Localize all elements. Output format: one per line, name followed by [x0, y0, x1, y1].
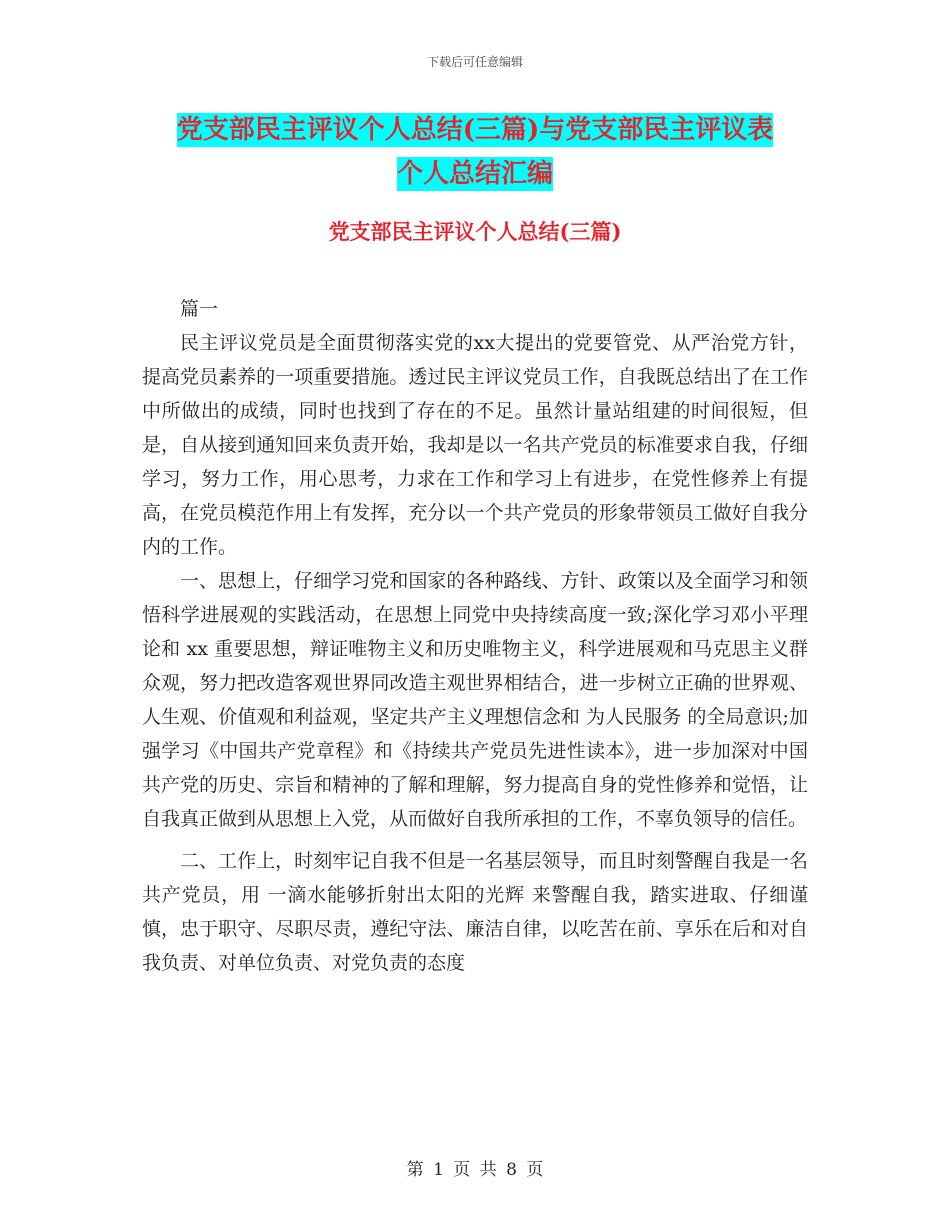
- title-line-1: 党支部民主评议个人总结(三篇)与党支部民主评议表: [176, 115, 774, 145]
- body-text: [142, 292, 808, 980]
- title-line-2: 个人总结汇编: [396, 159, 553, 189]
- paragraph-heading: 篇一: [180, 298, 219, 320]
- paragraph: 民主评议党员是全面贯彻落实党的xx大提出的党要管党、从严治党方针，提高党员素养的一项重要措施。透过民主评议党员工作，自我既总结出了在工作中所做出的成绩，同时也找到了存在的不足。虽然计量站组建的时间很短，但是，自从接到通知回来负责开始，我却是以一名共产党员的标准要求自我，仔细学习，努力工作，用心思考，力求在工作和学习上有进步，在党性修养上有提高，在党员模范作用上有发挥，充分以一个共产党员的形象带领员工做好自我分内的工作。: [142, 332, 808, 558]
- page-footer: 第 1 页 共 8 页: [406, 1160, 544, 1180]
- header-note: 下载后可任意编辑: [426, 55, 523, 69]
- paragraph: 一、思想上，仔细学习党和国家的各种路线、方针、政策以及全面学习和领悟科学进展观的实践活动，在思想上同党中央持续高度一致;深化学习邓小平理论和 xx 重要思想，辩证唯物主义和历史唯物主义，科学进展观和马克思主义群众观，努力把改造客观世界同改造主观世界相结合，进一步树立正确的世界观、人生观、价值观和利益观，坚定共产主义理想信念和 为人民服务 的全局意识;加强学习《中国共产党章程》和《持续共产党员先进性读本》，进一步加深对中国共产党的历史、宗旨和精神的了解和理解，努力提高自身的党性修养和觉悟，让自我真正做到从思想上入党，从而做好自我所承担的工作，不辜负领导的信任。: [142, 570, 808, 830]
- document-title: [0, 108, 950, 196]
- section-title: 党支部民主评议个人总结(三篇): [328, 219, 622, 244]
- paragraph: 二、工作上，时刻牢记自我不但是一名基层领导，而且时刻警醒自我是一名共产党员，用 一滴水能够折射出太阳的光辉 来警醒自我，踏实进取、仔细谨慎，忠于职守、尽职尽责，遵纪守法、廉洁自律，以吃苦在前、享乐在后和对自我负责、对单位负责、对党负责的态度: [142, 850, 808, 974]
